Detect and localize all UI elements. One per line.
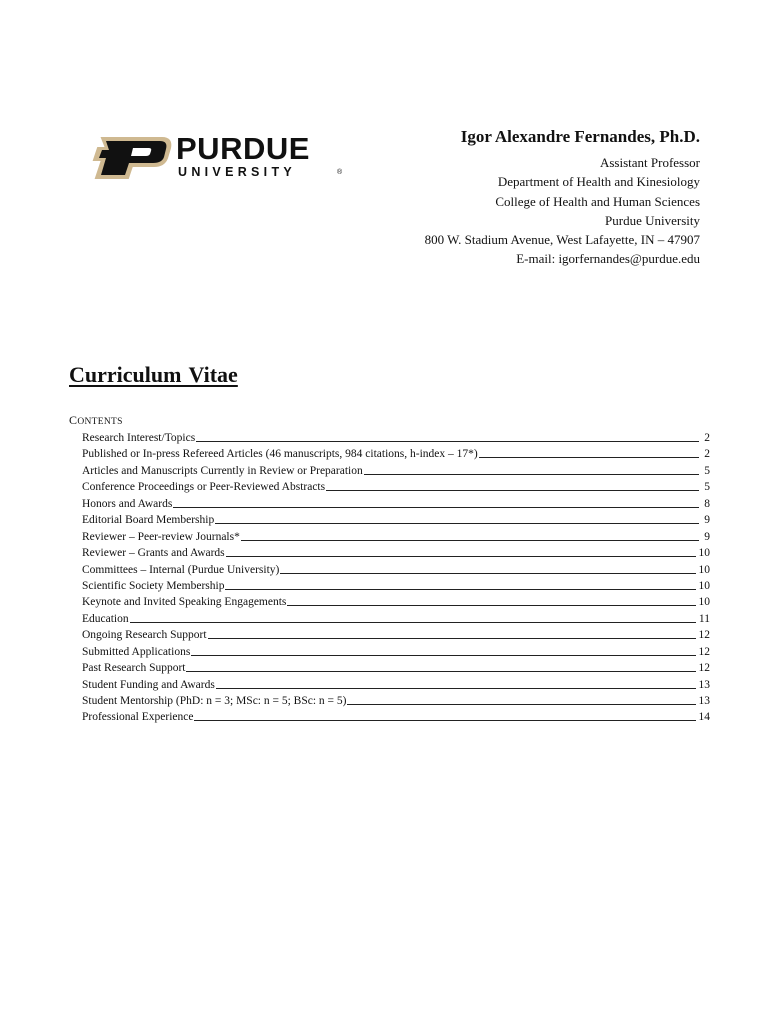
toc-entry-title: Professional Experience: [82, 711, 194, 724]
toc-entry[interactable]: [82, 430, 710, 446]
toc-leader: [196, 441, 699, 442]
contents-heading: [69, 413, 123, 428]
college: College of Health and Human Sciences: [495, 193, 700, 209]
toc-entry[interactable]: [82, 644, 710, 660]
toc-entry-title: Research Interest/Topics: [82, 432, 196, 444]
toc-entry[interactable]: [82, 463, 710, 479]
contents-heading-initial: C: [69, 413, 78, 427]
toc-entry-page: 10: [698, 563, 710, 576]
toc-leader: [130, 622, 696, 623]
logo-subtext: UNIVERSITY: [178, 165, 297, 179]
toc-leader: [194, 720, 695, 721]
toc-entry-title: Student Mentorship (PhD: n = 3; MSc: n = 5; BSc: n = 5): [82, 695, 347, 707]
toc-leader: [216, 688, 696, 689]
toc-leader: [347, 704, 695, 705]
toc-entry-page: 11: [698, 612, 710, 625]
toc-entry-page: 8: [704, 497, 710, 510]
toc-entry[interactable]: [82, 594, 710, 610]
purdue-p-icon: [92, 134, 174, 182]
toc-leader: [186, 671, 695, 672]
toc-entry[interactable]: [82, 545, 710, 561]
toc-entry[interactable]: [82, 578, 710, 594]
position-title: Assistant Professor: [599, 155, 700, 170]
toc-entry-title: Reviewer – Peer-review Journals*: [82, 530, 240, 543]
toc-leader: [173, 507, 699, 508]
toc-leader: [226, 556, 696, 557]
toc-entry-page: 10: [698, 579, 710, 592]
toc-entry-title: Submitted Applications: [82, 645, 191, 658]
toc-leader: [225, 589, 695, 590]
toc-leader: [208, 638, 696, 639]
author-name: Igor Alexandre Fernandes, Ph.D.: [460, 127, 700, 146]
purdue-logo: [92, 131, 343, 184]
table-of-contents: [82, 430, 710, 726]
toc-entry-title: Reviewer – Grants and Awards: [82, 547, 225, 560]
toc-entry-page: 9: [704, 514, 710, 527]
toc-entry-title: Student Funding and Awards: [82, 678, 215, 691]
toc-entry-page: 12: [698, 629, 710, 642]
toc-entry-title: Ongoing Research Support: [82, 629, 207, 642]
toc-leader: [280, 573, 695, 574]
toc-entry-page: 5: [704, 481, 710, 494]
toc-entry-title: Education: [82, 612, 129, 625]
registered-mark: ®: [337, 169, 343, 176]
toc-leader: [326, 490, 699, 491]
toc-entry[interactable]: [82, 677, 710, 693]
toc-entry-page: 12: [698, 645, 710, 658]
department: Department of Health and Kinesiology: [497, 174, 700, 190]
toc-leader: [287, 605, 695, 606]
toc-entry-page: 5: [704, 464, 710, 477]
toc-leader: [364, 474, 699, 475]
toc-entry[interactable]: [82, 496, 710, 512]
toc-leader: [241, 540, 699, 541]
toc-entry-title: Articles and Manuscripts Currently in Review or Preparation: [82, 464, 363, 477]
contact-header: [340, 124, 700, 269]
toc-entry-page: 9: [704, 530, 710, 543]
toc-entry[interactable]: [82, 512, 710, 528]
toc-entry-title: Published or In-press Refereed Articles (46 manuscripts, 984 citations, h-index – 17*): [82, 448, 478, 461]
toc-entry-page: 10: [698, 596, 710, 609]
toc-entry[interactable]: [82, 529, 710, 545]
toc-entry[interactable]: [82, 660, 710, 676]
logo-wordmark: PURDUE: [176, 131, 310, 166]
toc-entry-page: 2: [704, 448, 710, 461]
toc-entry[interactable]: [82, 693, 710, 709]
toc-entry-page: 13: [698, 695, 710, 707]
toc-entry-title: Committees – Internal (Purdue University): [82, 563, 280, 576]
toc-entry[interactable]: [82, 562, 710, 578]
toc-entry[interactable]: [82, 446, 710, 462]
university: Purdue University: [605, 212, 700, 228]
toc-entry-title: Conference Proceedings or Peer-Reviewed Abstracts: [82, 481, 326, 494]
address: 800 W. Stadium Avenue, West Lafayette, IN – 47907: [424, 232, 700, 248]
toc-entry[interactable]: [82, 479, 710, 495]
toc-entry-title: Honors and Awards: [82, 497, 173, 510]
contents-heading-rest: ONTENTS: [77, 417, 123, 427]
toc-entry-title: Keynote and Invited Speaking Engagements: [82, 596, 287, 609]
toc-entry-page: 12: [698, 662, 710, 675]
toc-entry[interactable]: [82, 611, 710, 627]
toc-entry-title: Scientific Society Membership: [82, 579, 225, 592]
toc-entry-title: Editorial Board Membership: [82, 514, 215, 527]
document-title: Curriculum Vitae: [69, 362, 238, 387]
toc-entry-title: Past Research Support: [82, 662, 186, 675]
toc-entry[interactable]: [82, 627, 710, 643]
email: E-mail: igorfernandes@purdue.edu: [516, 251, 700, 267]
toc-leader: [215, 523, 699, 524]
toc-entry-page: 10: [698, 547, 710, 560]
toc-entry-page: 2: [704, 432, 710, 444]
toc-leader: [191, 655, 695, 656]
toc-entry[interactable]: [82, 709, 710, 725]
toc-entry-page: 13: [698, 678, 710, 691]
toc-entry-page: 14: [698, 711, 710, 724]
toc-leader: [479, 457, 699, 458]
